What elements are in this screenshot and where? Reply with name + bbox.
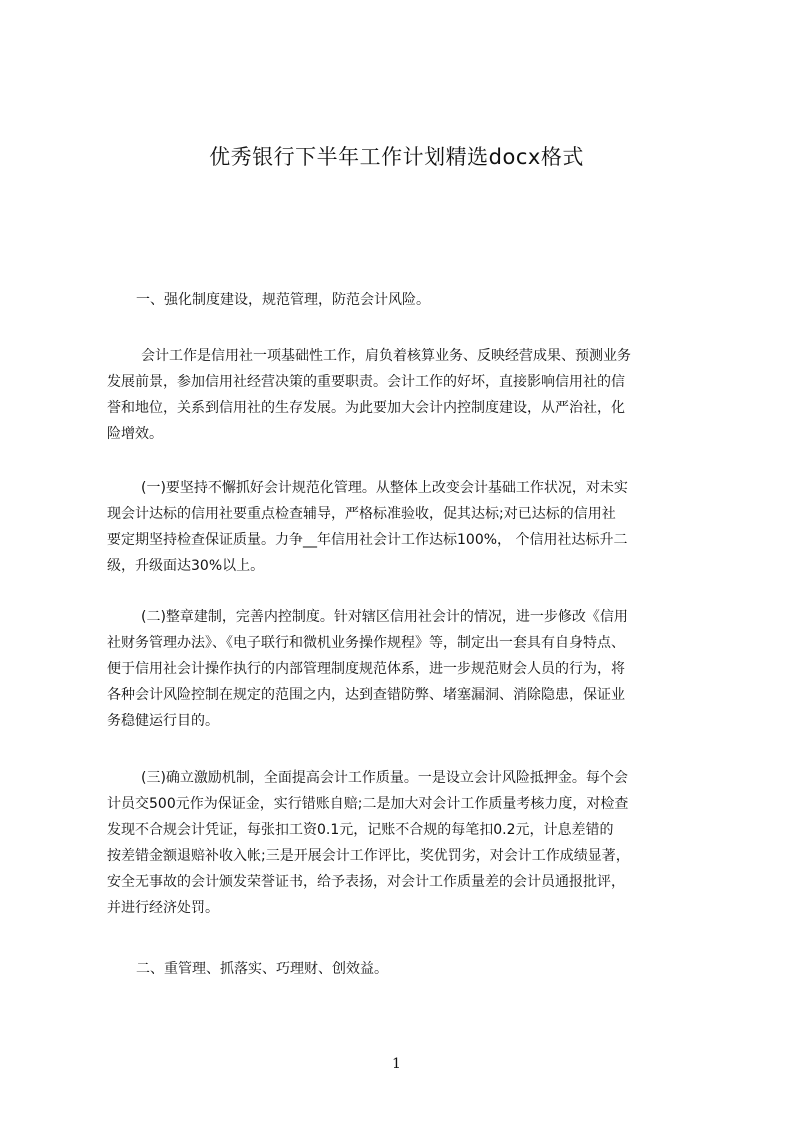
paragraph-line: 誉和地位，关系到信用社的生存发展。为此要加大会计内控制度建设，从严治社，化 [107,400,625,416]
paragraph-line: (二)整章建制，完善内控制度。针对辖区信用社会计的情况，进一步修改《信用 [141,609,628,625]
paragraph-1 [107,343,698,447]
paragraph-line: 安全无事故的会计颁发荣誉证书，给予表扬，对会计工作质量差的会计员通报批评， [107,874,625,890]
paragraph-4 [107,765,698,921]
paragraph-line: 现会计达标的信用社要重点检查辅导，严格标准验收，促其达标;对已达标的信用社 [107,506,616,522]
document-title: 优秀银行下半年工作计划精选docx格式 [209,145,584,169]
paragraph-line: 各种会计风险控制在规定的范围之内，达到查错防弊、堵塞漏洞、消除隐患，保证业 [107,687,625,703]
paragraph-line: 按差错金额退赔补收入帐;三是开展会计工作评比，奖优罚劣，对会计工作成绩显著， [107,848,630,864]
paragraph-line: 务稳健运行目的。 [107,713,219,729]
section-heading-1: 一、强化制度建设，规范管理，防范会计风险。 [136,292,430,308]
paragraph-line: 便于信用社会计操作执行的内部管理制度规范体系，进一步规范财会人员的行为，将 [107,661,625,677]
paragraph-line: 发现不合规会计凭证，每张扣工资0.1元，记账不合规的每笔扣0.2元，计息差错的 [107,822,614,838]
paragraph-2 [107,475,698,579]
page-number: 1 [392,1056,401,1072]
paragraph-line: 并进行经济处罚。 [107,900,219,916]
section-heading-2: 二、重管理、抓落实、巧理财、创效益。 [136,961,388,977]
paragraph-line: (三)确立激励机制，全面提高会计工作质量。一是设立会计风险抵押金。每个会 [141,770,628,786]
paragraph-line: 要定期坚持检查保证质量。力争__年信用社会计工作达标100%， 个信用社达标升二 [107,532,628,548]
paragraph-line: 险增效。 [107,426,163,442]
paragraph-line: 计员交500元作为保证金，实行错账自赔;二是加大对会计工作质量考核力度，对检查 [107,796,629,812]
paragraph-3 [107,604,698,734]
paragraph-line: 社财务管理办法》、《电子联行和微机业务操作规程》等，制定出一套具有自身特点、 [107,635,625,651]
paragraph-line: 会计工作是信用社一项基础性工作，肩负着核算业务、反映经营成果、预测业务 [141,348,631,364]
paragraph-line: 级，升级面达30%以上。 [107,558,265,574]
paragraph-line: (一)要坚持不懈抓好会计规范化管理。从整体上改变会计基础工作状况，对未实 [141,480,628,496]
paragraph-line: 发展前景，参加信用社经营决策的重要职责。会计工作的好坏，直接影响信用社的信 [107,374,625,390]
